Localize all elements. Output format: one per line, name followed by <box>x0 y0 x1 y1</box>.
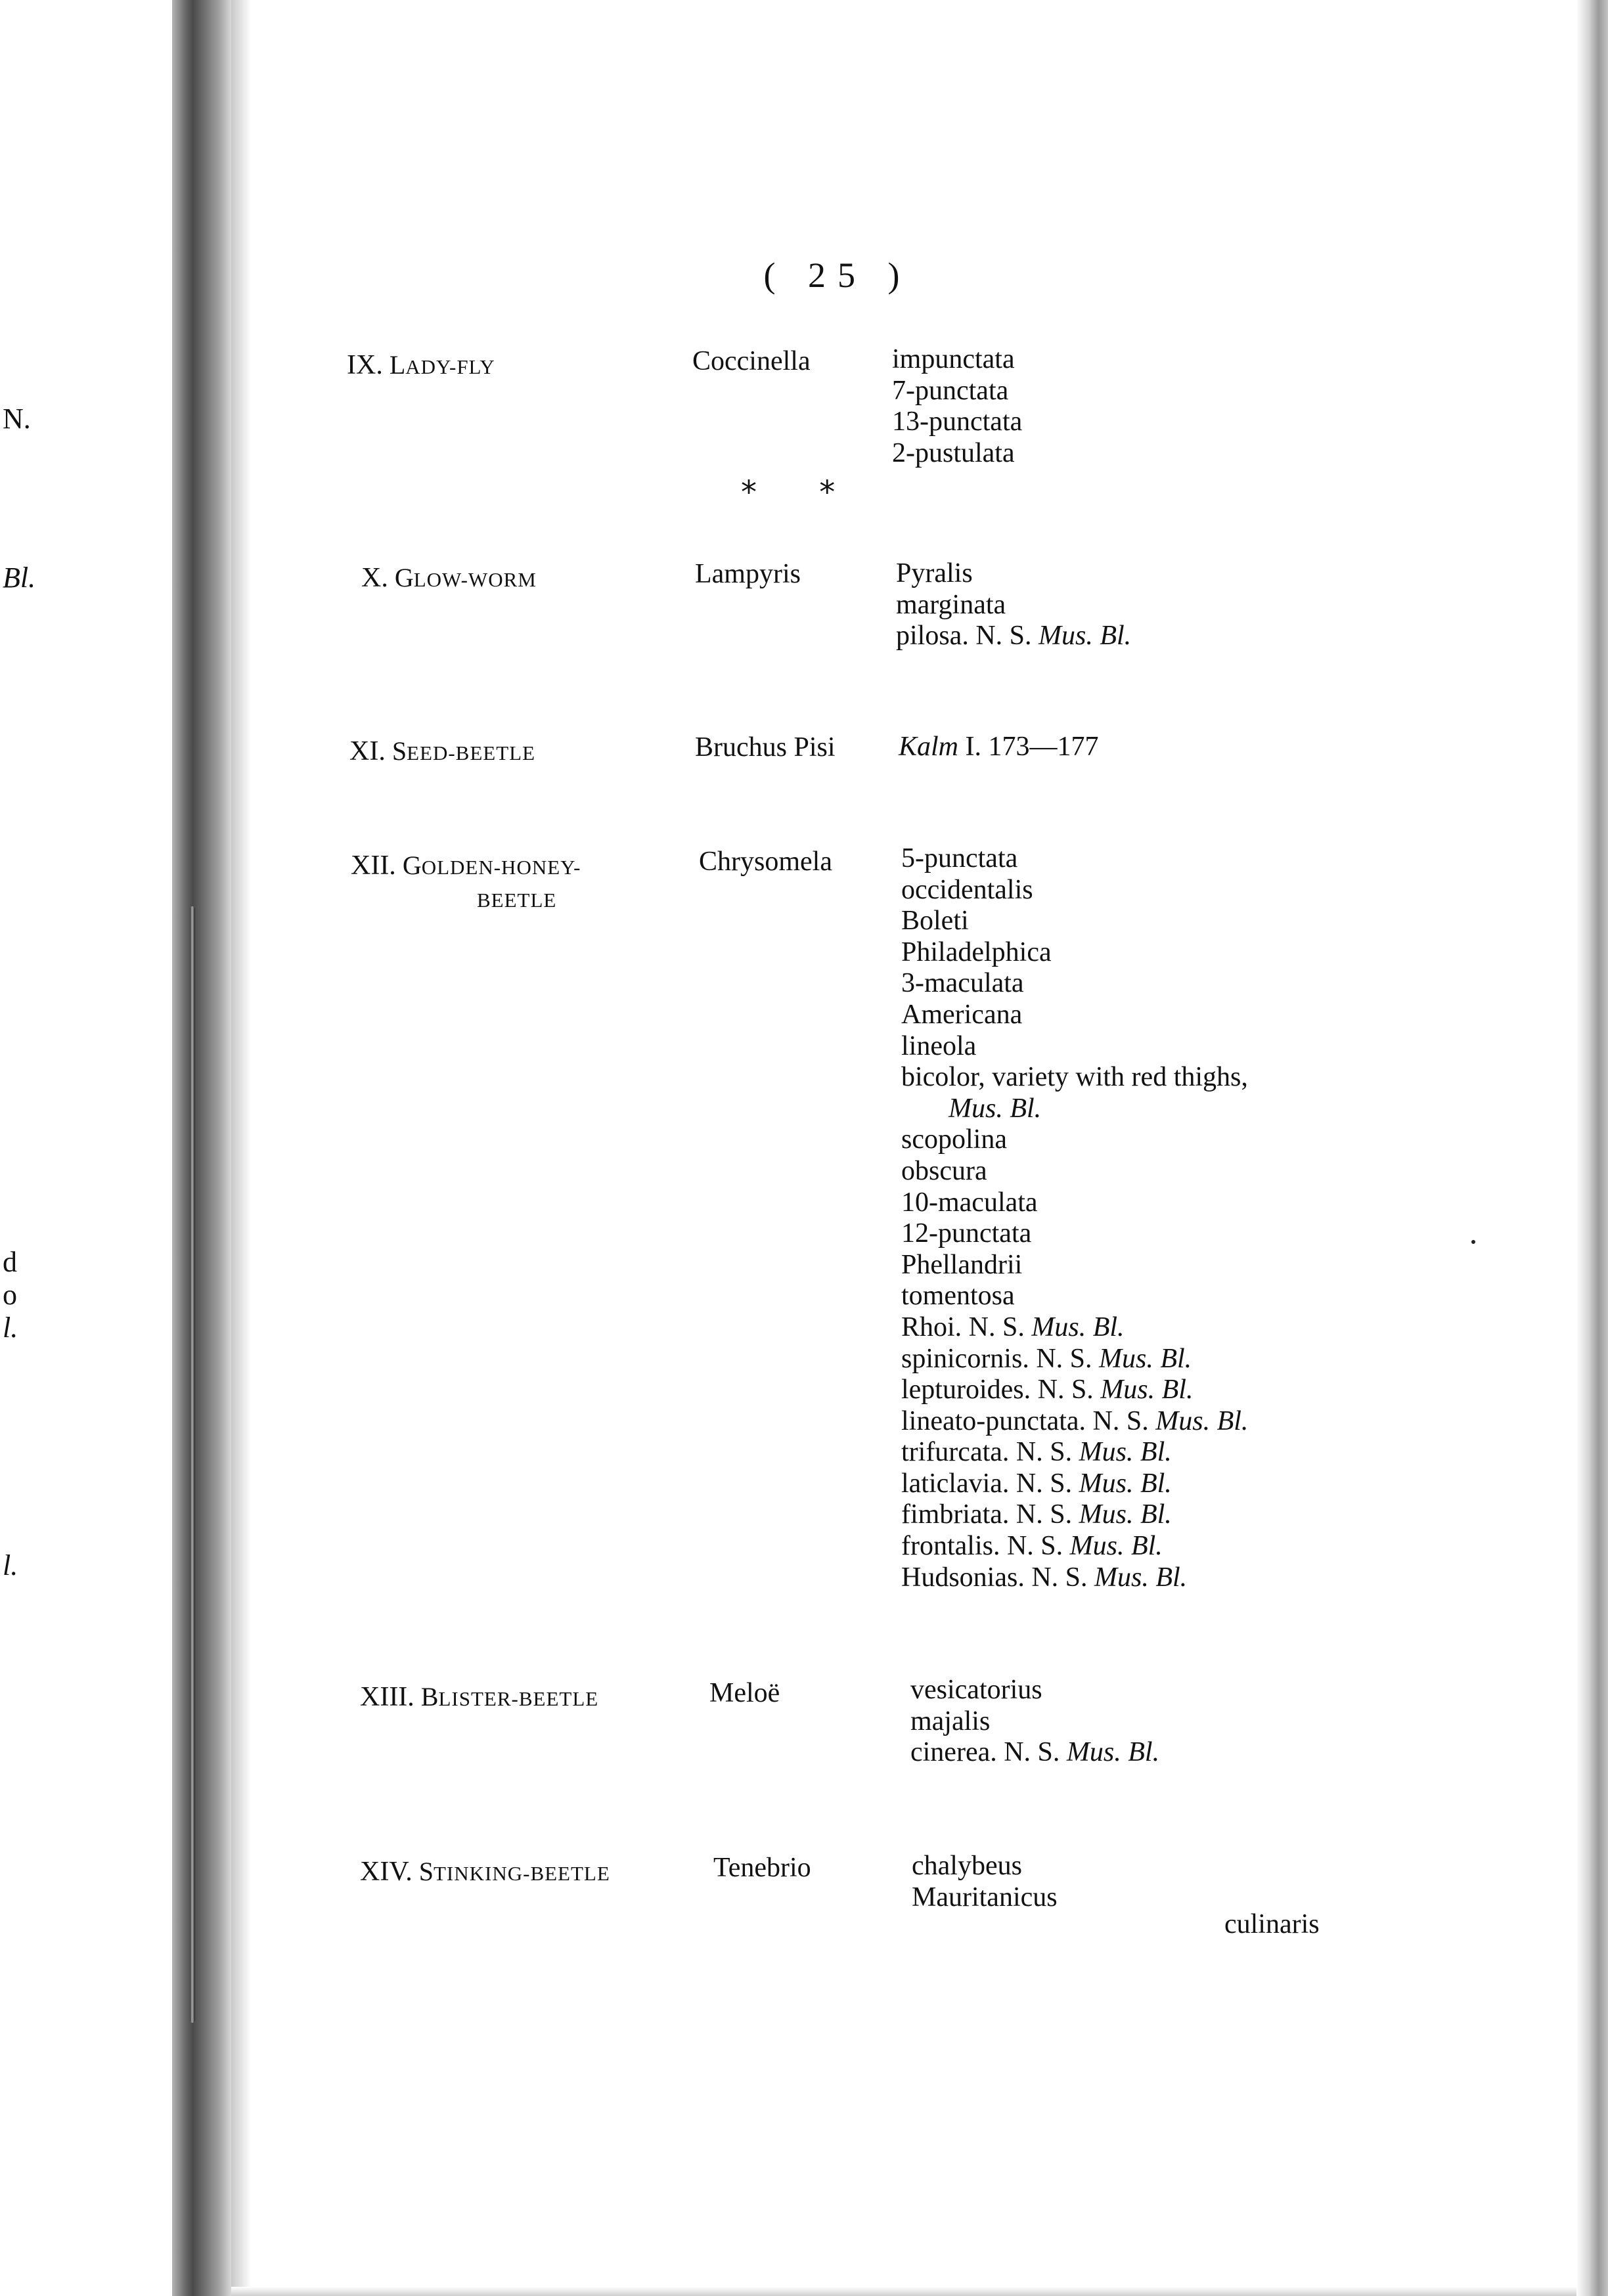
order-name-initial: L <box>389 350 406 380</box>
order-numeral: IX. <box>347 350 383 380</box>
species-list <box>899 732 1099 763</box>
species-text: lineato-punctata. N. S. <box>901 1405 1156 1436</box>
species-item: Pyralis <box>896 558 973 588</box>
species-item: 10-maculata <box>901 1187 1038 1218</box>
species-authority: Mus. Bl. <box>1069 1531 1163 1562</box>
gutter-shadow <box>231 0 251 2296</box>
species-list <box>901 843 1248 1593</box>
genus-name: Lampyris <box>695 559 801 589</box>
species-authority: Mus. Bl. <box>1094 1562 1188 1593</box>
species-item <box>910 1737 1159 1769</box>
page-edge <box>1576 0 1608 2296</box>
species-item: 2-pustulata <box>892 437 1015 468</box>
species-text: Rhoi. N. S. <box>901 1312 1032 1342</box>
species-text: laticlavia. N. S. <box>901 1468 1079 1499</box>
species-text: Hudsonias. N. S. <box>901 1562 1095 1593</box>
species-item: marginata <box>896 589 1006 620</box>
order-numeral: XI. <box>349 736 386 766</box>
species-authority: Mus. Bl. <box>1066 1737 1160 1768</box>
order-name-initial: S <box>391 736 407 766</box>
order-name-initial: G <box>394 563 414 592</box>
genus-name: Tenebrio <box>713 1853 811 1883</box>
left-facing-page <box>0 0 172 2296</box>
order-name: LOW-WORM <box>413 568 537 591</box>
species-authority: Mus. Bl. <box>1100 1375 1194 1405</box>
species-authority: Mus. Bl. <box>1079 1499 1172 1530</box>
species-authority: Mus. Bl. <box>1155 1405 1249 1436</box>
binding-thread <box>190 906 195 2023</box>
species-text: I. 173—177 <box>958 732 1099 762</box>
genus-name: Bruchus Pisi <box>695 732 836 762</box>
species-item: majalis <box>910 1706 991 1736</box>
left-page-fragment: l. <box>3 1549 18 1581</box>
species-item: obscura <box>901 1155 987 1186</box>
species-item: tomentosa <box>901 1281 1015 1312</box>
order-heading <box>361 562 537 596</box>
species-text: frontalis. N. S. <box>901 1531 1070 1562</box>
species-item: 13-punctata <box>892 407 1023 437</box>
genus-name: Coccinella <box>692 346 811 376</box>
species-authority: Mus. Bl. <box>1031 1312 1125 1342</box>
order-heading <box>349 736 535 769</box>
species-authority: Kalm <box>899 732 959 762</box>
species-item: 5-punctata <box>901 843 1018 873</box>
order-heading <box>360 1856 610 1889</box>
species-item: occidentalis <box>901 874 1033 905</box>
genus-name: Chrysomela <box>699 847 832 877</box>
left-page-fragment: N. <box>3 403 31 435</box>
species-authority: Mus. Bl. <box>1038 621 1132 651</box>
species-item: 12-punctata <box>901 1218 1032 1249</box>
book-gutter <box>172 0 231 2296</box>
species-item: lineola <box>901 1030 977 1061</box>
species-item <box>901 1468 1248 1500</box>
species-item <box>901 1312 1248 1344</box>
order-name: ADY-FLY <box>405 355 495 378</box>
species-list <box>892 344 1022 469</box>
left-page-fragment: d <box>3 1246 17 1278</box>
order-numeral: XIII. <box>360 1682 414 1712</box>
order-name-initial: G <box>402 850 422 880</box>
species-item <box>899 732 1099 763</box>
species-list <box>912 1851 1058 1913</box>
order-numeral: XII. <box>351 850 396 881</box>
species-item <box>901 1406 1248 1438</box>
order-name: BEETLE <box>477 889 557 912</box>
species-item: Philadelphica <box>901 937 1052 967</box>
species-item <box>901 1344 1248 1375</box>
species-item: 3-maculata <box>901 968 1024 999</box>
species-text: lepturoides. N. S. <box>901 1375 1101 1405</box>
species-text: fimbriata. N. S. <box>901 1499 1079 1530</box>
order-numeral: XIV. <box>360 1857 413 1887</box>
species-authority: Mus. Bl. <box>1079 1437 1172 1468</box>
species-item: 7-punctata <box>892 375 1009 406</box>
species-authority: Mus. Bl. <box>1099 1343 1192 1374</box>
order-heading <box>351 850 581 883</box>
order-heading <box>360 1681 598 1715</box>
species-item <box>901 1062 1248 1124</box>
species-item <box>901 1562 1248 1594</box>
species-item: Phellandrii <box>901 1249 1023 1280</box>
section-separator: * * <box>741 474 862 511</box>
species-item: scopolina <box>901 1124 1007 1155</box>
species-item <box>901 1499 1248 1531</box>
species-text: cinerea. N. S. <box>910 1737 1067 1768</box>
species-text: pilosa. N. S. <box>896 621 1039 651</box>
species-list <box>896 558 1131 652</box>
page-number: ( 25 ) <box>763 255 912 295</box>
species-authority: Mus. Bl. <box>949 1093 1042 1124</box>
page-bottom-edge <box>231 2287 1576 2296</box>
species-item: Mauritanicus <box>912 1882 1058 1912</box>
species-item: chalybeus <box>912 1851 1022 1881</box>
order-name-initial: B <box>420 1682 439 1711</box>
species-authority: Mus. Bl. <box>1079 1468 1172 1499</box>
stray-species-name: culinaris <box>1224 1909 1320 1939</box>
species-text: trifurcata. N. S. <box>901 1437 1079 1468</box>
species-text: spinicornis. N. S. <box>901 1343 1100 1374</box>
genus-name: Meloë <box>709 1678 780 1708</box>
left-page-fragment: l. <box>3 1312 18 1344</box>
margin-mark <box>1471 1240 1475 1244</box>
order-heading-line2 <box>477 883 556 916</box>
species-item <box>896 621 1131 652</box>
order-name: EED-BEETLE <box>407 741 536 764</box>
species-item: vesicatorius <box>910 1675 1042 1705</box>
species-item <box>901 1437 1248 1468</box>
left-page-fragment: Bl. <box>3 562 36 594</box>
order-numeral: X. <box>361 563 388 593</box>
species-item <box>901 1375 1248 1406</box>
left-page-fragment: o <box>3 1279 17 1311</box>
order-name: TINKING-BEETLE <box>433 1862 610 1885</box>
species-list <box>910 1675 1159 1769</box>
species-item: impunctata <box>892 344 1015 374</box>
order-heading <box>347 349 495 383</box>
species-item: Americana <box>901 999 1023 1030</box>
species-item <box>901 1531 1248 1562</box>
order-name: OLDEN-HONEY- <box>421 856 581 879</box>
order-name: LISTER-BEETLE <box>438 1687 599 1710</box>
species-item: Boleti <box>901 906 969 937</box>
species-text: bicolor, variety with red thighs, <box>901 1062 1248 1093</box>
order-name-initial: S <box>418 1857 434 1886</box>
